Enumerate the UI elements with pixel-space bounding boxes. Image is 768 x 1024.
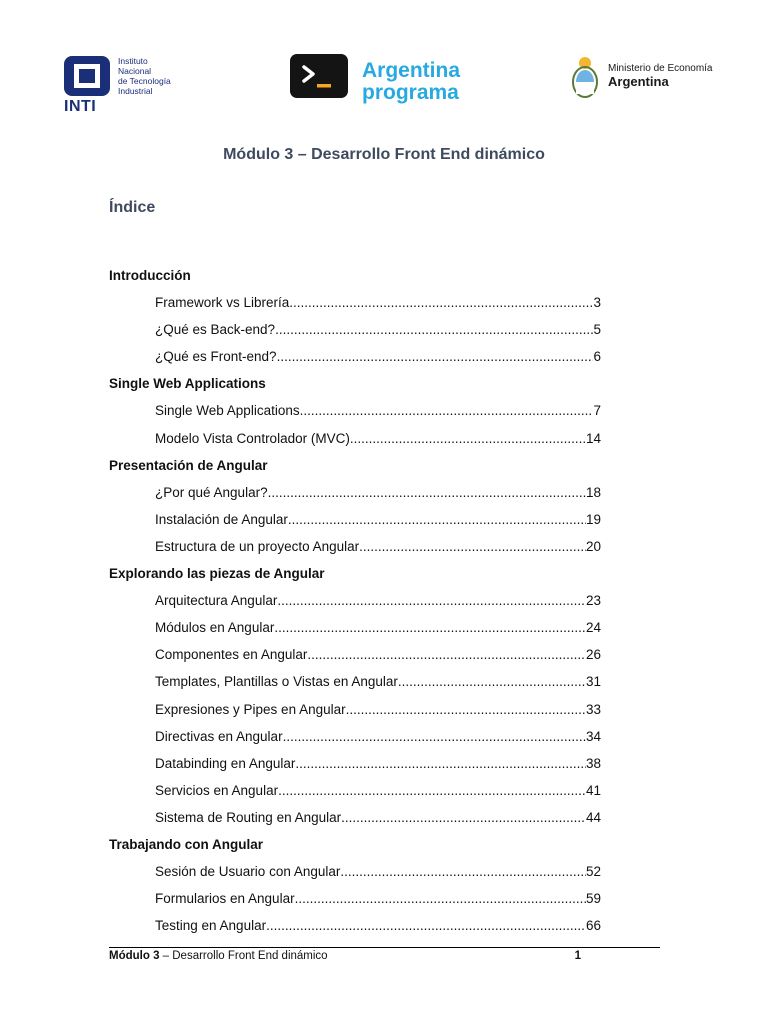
toc-entry-label: ¿Qué es Back-end? [155, 322, 276, 338]
toc-entry-label: Modelo Vista Controlador (MVC) [155, 430, 350, 446]
toc-entry-page: 23 [585, 593, 601, 609]
toc-leader-dots [346, 696, 586, 723]
toc-leader-dots [289, 289, 593, 316]
toc-leader-dots [295, 885, 586, 912]
toc-entry-label: Servicios en Angular [155, 782, 279, 798]
toc-entry-page: 19 [585, 511, 601, 527]
toc-entry-label: Directivas en Angular [155, 728, 283, 744]
toc-entry-page: 20 [585, 538, 601, 554]
toc-entry[interactable] [155, 912, 601, 939]
toc-entry-page: 3 [593, 295, 601, 311]
toc-entry[interactable] [155, 696, 601, 723]
footer-module: Módulo 3 [109, 950, 160, 962]
inti-org-line: de Tecnología [118, 76, 171, 86]
toc-entry-page: 59 [585, 891, 601, 907]
toc-entry-label: Expresiones y Pipes en Angular [155, 701, 346, 717]
toc-entry-page: 26 [585, 647, 601, 663]
toc-entry[interactable] [155, 316, 601, 343]
toc-entry-page: 52 [585, 864, 601, 880]
national-seal-icon [568, 52, 602, 100]
toc-leader-dots [341, 804, 586, 831]
terminal-prompt-icon [290, 54, 348, 98]
toc-section-heading: Introducción [109, 268, 191, 283]
page-footer [109, 950, 581, 962]
table-of-contents [109, 262, 601, 939]
toc-entry-page: 7 [593, 403, 601, 419]
page-header [0, 48, 768, 118]
toc-entry-page: 31 [585, 674, 601, 690]
toc-entry[interactable] [155, 750, 601, 777]
toc-entry-label: Templates, Plantillas o Vistas en Angular [155, 674, 398, 690]
toc-entry[interactable] [155, 858, 601, 885]
toc-entry-label: Databinding en Angular [155, 755, 296, 771]
toc-entry-label: Sistema de Routing en Angular [155, 809, 342, 825]
toc-entry-label: Módulos en Angular [155, 620, 275, 636]
toc-entry[interactable] [155, 668, 601, 695]
inti-wordmark: INTI [64, 98, 97, 115]
toc-leader-dots [266, 912, 586, 939]
toc-leader-dots [398, 668, 586, 695]
toc-entry-page: 14 [585, 430, 601, 446]
toc-entry-label: ¿Qué es Front-end? [155, 349, 277, 365]
toc-entry-label: Sesión de Usuario con Angular [155, 864, 341, 880]
toc-leader-dots [274, 614, 586, 641]
toc-section-heading: Presentación de Angular [109, 457, 268, 473]
toc-entry-label: ¿Por qué Angular? [155, 484, 268, 500]
toc-entry-page: 66 [585, 918, 601, 934]
toc-entry[interactable] [155, 777, 601, 804]
toc-entry[interactable] [155, 479, 601, 506]
toc-entry-page: 18 [585, 484, 601, 500]
footer-divider [109, 947, 660, 948]
toc-leader-dots [268, 479, 586, 506]
toc-leader-dots [277, 343, 594, 370]
toc-section-heading: Single Web Applications [109, 376, 266, 392]
toc-entry-label: Framework vs Librería [155, 295, 290, 311]
toc-leader-dots [275, 316, 593, 343]
toc-entry[interactable] [155, 289, 601, 316]
toc-entry[interactable] [155, 425, 601, 452]
toc-entry[interactable] [155, 587, 601, 614]
toc-leader-dots [300, 397, 594, 424]
toc-leader-dots [278, 777, 586, 804]
inti-org-line: Industrial [118, 86, 153, 96]
toc-entry-label: Testing en Angular [155, 918, 267, 934]
toc-entry[interactable] [155, 885, 601, 912]
toc-leader-dots [359, 533, 586, 560]
footer-module-text [109, 950, 328, 962]
toc-entry-label: Formularios en Angular [155, 891, 295, 907]
toc-leader-dots [307, 641, 586, 668]
toc-entry-label: Estructura de un proyecto Angular [155, 538, 360, 554]
toc-leader-dots [350, 425, 586, 452]
toc-entry[interactable] [155, 723, 601, 750]
toc-leader-dots [277, 587, 586, 614]
ministry-name [608, 62, 713, 88]
toc-entry[interactable] [155, 614, 601, 641]
toc-entry-page: 41 [585, 782, 601, 798]
toc-entry[interactable] [155, 641, 601, 668]
toc-leader-dots [288, 506, 586, 533]
toc-entry[interactable] [155, 397, 601, 424]
ap-line: Argentina [362, 59, 461, 82]
toc-entry[interactable] [155, 506, 601, 533]
toc-entry[interactable] [155, 343, 601, 370]
toc-entry-label: Arquitectura Angular [155, 593, 278, 609]
toc-entry-page: 24 [585, 620, 601, 636]
document-title: Módulo 3 – Desarrollo Front End dinámico [223, 146, 545, 163]
toc-leader-dots [283, 723, 586, 750]
footer-page-number: 1 [574, 950, 581, 962]
inti-org-line: Nacional [118, 66, 152, 76]
toc-entry-label: Componentes en Angular [155, 647, 308, 663]
ministry-line: Ministerio de Economía [608, 63, 713, 74]
toc-entry-page: 38 [585, 755, 601, 771]
index-heading: Índice [109, 199, 156, 216]
argentina-programa-logo-text [362, 60, 460, 104]
toc-entry-label: Instalación de Angular [155, 511, 288, 527]
toc-entry-label: Single Web Applications [155, 403, 300, 419]
toc-entry-page: 6 [593, 349, 601, 365]
toc-section-heading: Trabajando con Angular [109, 836, 264, 852]
ap-line: programa [362, 81, 459, 104]
toc-entry-page: 44 [585, 809, 601, 825]
toc-entry-page: 34 [585, 728, 601, 744]
toc-leader-dots [295, 750, 586, 777]
footer-module-title: – Desarrollo Front End dinámico [159, 950, 328, 962]
toc-entry-page: 5 [593, 322, 601, 338]
toc-entry[interactable] [155, 804, 601, 831]
inti-org-name [118, 56, 171, 96]
ministry-country: Argentina [608, 74, 669, 89]
toc-entry[interactable] [155, 533, 601, 560]
toc-section-heading: Explorando las piezas de Angular [109, 566, 325, 582]
toc-leader-dots [340, 858, 586, 885]
inti-org-line: Instituto [118, 56, 148, 66]
toc-entry-page: 33 [585, 701, 601, 717]
